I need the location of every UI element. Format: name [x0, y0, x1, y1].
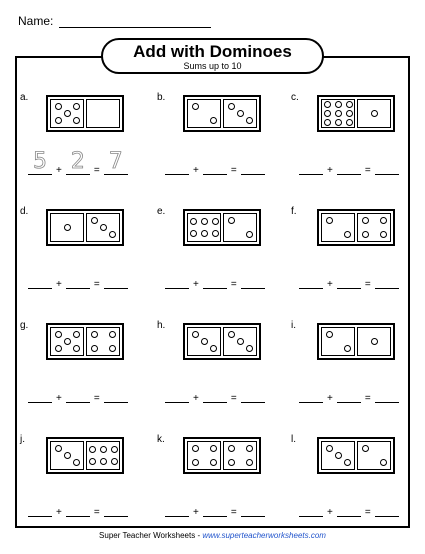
domino-pip	[335, 110, 342, 117]
plus-sign: +	[327, 279, 333, 290]
domino	[183, 437, 261, 474]
domino-pip	[380, 231, 387, 238]
equals-sign: =	[364, 279, 371, 290]
problem-letter: g.	[20, 320, 29, 331]
plus-sign: +	[56, 279, 62, 290]
domino-left-half	[50, 99, 84, 128]
equation	[299, 264, 399, 289]
addend-2-blank[interactable]	[203, 378, 227, 403]
equation	[299, 378, 399, 403]
domino-pip	[73, 345, 80, 352]
plus-sign: +	[193, 393, 199, 404]
domino-pip	[55, 345, 62, 352]
equals-sign: =	[230, 165, 237, 176]
domino-pip	[237, 338, 244, 345]
equals-sign: =	[230, 507, 237, 518]
domino-pip	[326, 217, 333, 224]
domino	[317, 323, 395, 360]
domino-pip	[192, 103, 199, 110]
domino-pip	[324, 119, 331, 126]
equals-sign: =	[230, 279, 237, 290]
addend-2-blank[interactable]	[337, 492, 361, 517]
domino	[46, 437, 124, 474]
problem-letter: k.	[157, 434, 165, 445]
domino-pip	[335, 452, 342, 459]
domino-pip	[190, 230, 197, 237]
domino-pip	[100, 224, 107, 231]
domino-pip	[91, 217, 98, 224]
addend-1-blank[interactable]	[28, 264, 52, 289]
equation	[299, 492, 399, 517]
addend-1-blank[interactable]	[165, 492, 189, 517]
problem-letter: e.	[157, 206, 166, 217]
addend-2-blank[interactable]	[66, 492, 90, 517]
addend-2-blank[interactable]	[337, 150, 361, 175]
addend-2-blank-traced-digit: 2	[70, 149, 85, 174]
domino-pip	[100, 458, 107, 465]
domino-pip	[344, 231, 351, 238]
problem-f	[291, 206, 421, 326]
domino-left-half	[50, 441, 84, 470]
domino-pip	[64, 110, 71, 117]
addend-2-blank[interactable]	[337, 378, 361, 403]
addend-2-blank[interactable]	[66, 378, 90, 403]
domino-right-half	[357, 213, 391, 242]
title-box	[101, 38, 324, 74]
page-title: Add with Dominoes	[133, 42, 292, 61]
domino-pip	[246, 459, 253, 466]
domino	[46, 323, 124, 360]
footer-url[interactable]: www.superteacherworksheets.com	[202, 531, 326, 540]
domino-pip	[73, 103, 80, 110]
equals-sign: =	[93, 507, 100, 518]
domino-left-half	[321, 99, 355, 128]
domino-pip	[335, 101, 342, 108]
addend-2-blank[interactable]	[337, 264, 361, 289]
domino-pip	[212, 230, 219, 237]
domino	[183, 209, 261, 246]
plus-sign: +	[327, 393, 333, 404]
equation	[165, 264, 265, 289]
addend-1-blank[interactable]	[299, 492, 323, 517]
equals-sign: =	[364, 165, 371, 176]
domino-pip	[246, 231, 253, 238]
domino-pip	[210, 117, 217, 124]
plus-sign: +	[327, 507, 333, 518]
problem-letter: h.	[157, 320, 166, 331]
domino-pip	[324, 101, 331, 108]
domino-left-half	[321, 327, 355, 356]
plus-sign: +	[193, 279, 199, 290]
domino-pip	[362, 217, 369, 224]
domino-pip	[212, 218, 219, 225]
domino-pip	[64, 338, 71, 345]
domino-pip	[326, 445, 333, 452]
domino-pip	[91, 331, 98, 338]
footer-text: Super Teacher Worksheets -	[99, 531, 203, 540]
equation	[28, 264, 128, 289]
addend-2-blank[interactable]	[203, 150, 227, 175]
equation	[165, 378, 265, 403]
addend-1-blank[interactable]	[299, 150, 323, 175]
domino-right-half	[86, 99, 120, 128]
name-line[interactable]	[59, 15, 211, 28]
domino	[46, 95, 124, 132]
domino-pip	[201, 218, 208, 225]
sum-blank[interactable]	[241, 150, 265, 175]
domino-right-half	[357, 441, 391, 470]
domino-pip	[344, 345, 351, 352]
equals-sign: =	[93, 393, 100, 404]
problem-b	[157, 92, 287, 212]
domino-left-half	[187, 327, 221, 356]
domino-pip	[335, 119, 342, 126]
domino-pip	[55, 103, 62, 110]
problem-letter: a.	[20, 92, 29, 103]
domino-right-half	[86, 327, 120, 356]
domino-pip	[371, 338, 378, 345]
domino-pip	[210, 445, 217, 452]
domino-left-half	[50, 327, 84, 356]
domino-pip	[228, 459, 235, 466]
domino-pip	[55, 117, 62, 124]
domino-pip	[346, 119, 353, 126]
problem-letter: c.	[291, 92, 299, 103]
problem-h	[157, 320, 287, 440]
domino-pip	[371, 110, 378, 117]
addend-2-blank[interactable]	[66, 150, 90, 175]
domino-pip	[73, 459, 80, 466]
problem-g	[20, 320, 150, 440]
domino	[317, 95, 395, 132]
domino-pip	[201, 338, 208, 345]
domino-left-half	[321, 441, 355, 470]
domino-pip	[91, 345, 98, 352]
equation	[165, 150, 265, 175]
addend-1-blank[interactable]	[299, 378, 323, 403]
addend-1-blank[interactable]	[28, 492, 52, 517]
equation	[165, 492, 265, 517]
domino-pip	[192, 459, 199, 466]
domino-right-half	[223, 327, 257, 356]
plus-sign: +	[56, 393, 62, 404]
domino-left-half	[50, 213, 84, 242]
domino-pip	[228, 217, 235, 224]
domino	[183, 323, 261, 360]
domino-pip	[246, 345, 253, 352]
plus-sign: +	[56, 507, 62, 518]
sum-blank[interactable]	[375, 150, 399, 175]
domino-pip	[109, 331, 116, 338]
sum-blank[interactable]	[375, 264, 399, 289]
domino-pip	[344, 459, 351, 466]
addend-1-blank[interactable]	[165, 264, 189, 289]
addend-1-blank-traced-digit: 5	[33, 149, 47, 174]
domino-right-half	[86, 441, 120, 470]
domino-pip	[346, 110, 353, 117]
domino	[317, 437, 395, 474]
domino-pip	[73, 117, 80, 124]
equals-sign: =	[93, 279, 100, 290]
domino-pip	[73, 331, 80, 338]
domino-pip	[246, 117, 253, 124]
domino-pip	[246, 445, 253, 452]
domino-pip	[55, 445, 62, 452]
domino-pip	[326, 331, 333, 338]
addend-1-blank[interactable]	[28, 150, 52, 175]
problem-e	[157, 206, 287, 326]
domino-left-half	[187, 99, 221, 128]
problem-letter: j.	[20, 434, 25, 445]
sum-blank[interactable]	[375, 378, 399, 403]
problem-letter: l.	[291, 434, 296, 445]
domino-pip	[109, 345, 116, 352]
sum-blank[interactable]	[104, 492, 128, 517]
problem-letter: b.	[157, 92, 166, 103]
sum-blank[interactable]	[104, 264, 128, 289]
domino-pip	[324, 110, 331, 117]
addend-1-blank[interactable]	[165, 378, 189, 403]
domino-pip	[380, 459, 387, 466]
domino-pip	[201, 230, 208, 237]
sum-blank[interactable]	[104, 150, 128, 175]
problem-d	[20, 206, 150, 326]
domino-right-half	[223, 99, 257, 128]
equals-sign: =	[364, 507, 371, 518]
equals-sign: =	[93, 165, 100, 176]
domino-right-half	[223, 441, 257, 470]
plus-sign: +	[327, 165, 333, 176]
domino-pip	[190, 218, 197, 225]
domino-pip	[64, 224, 71, 231]
domino-pip	[111, 446, 118, 453]
domino-pip	[228, 331, 235, 338]
domino-right-half	[86, 213, 120, 242]
domino-pip	[237, 110, 244, 117]
domino-pip	[210, 345, 217, 352]
sum-blank-traced-digit: 7	[108, 149, 123, 174]
domino-pip	[228, 103, 235, 110]
addend-2-blank[interactable]	[203, 264, 227, 289]
plus-sign: +	[56, 165, 62, 176]
domino-pip	[362, 445, 369, 452]
domino-pip	[228, 445, 235, 452]
name-row	[18, 14, 211, 28]
problem-c	[291, 92, 421, 212]
problem-letter: i.	[291, 320, 296, 331]
sum-blank[interactable]	[241, 378, 265, 403]
domino-pip	[100, 446, 107, 453]
domino-right-half	[357, 327, 391, 356]
domino	[317, 209, 395, 246]
domino-right-half	[223, 213, 257, 242]
problem-letter: f.	[291, 206, 297, 217]
sum-blank[interactable]	[241, 492, 265, 517]
page-subtitle: Sums up to 10	[183, 61, 242, 71]
equation	[28, 150, 128, 175]
domino-pip	[210, 459, 217, 466]
addend-1-blank[interactable]	[299, 264, 323, 289]
addend-1-blank[interactable]	[165, 150, 189, 175]
domino	[183, 95, 261, 132]
sum-blank[interactable]	[104, 378, 128, 403]
domino-pip	[89, 446, 96, 453]
footer	[0, 531, 425, 540]
problem-i	[291, 320, 421, 440]
domino-pip	[109, 231, 116, 238]
domino-right-half	[357, 99, 391, 128]
domino-pip	[346, 101, 353, 108]
name-label: Name:	[18, 14, 54, 28]
equals-sign: =	[230, 393, 237, 404]
domino-pip	[380, 217, 387, 224]
plus-sign: +	[193, 507, 199, 518]
domino	[46, 209, 124, 246]
domino-pip	[89, 458, 96, 465]
domino-left-half	[187, 441, 221, 470]
addend-2-blank[interactable]	[203, 492, 227, 517]
domino-pip	[192, 331, 199, 338]
equation	[28, 378, 128, 403]
domino-pip	[362, 231, 369, 238]
equation	[299, 150, 399, 175]
domino-left-half	[187, 213, 221, 242]
domino-pip	[55, 331, 62, 338]
equals-sign: =	[364, 393, 371, 404]
addend-2-blank[interactable]	[66, 264, 90, 289]
addend-1-blank[interactable]	[28, 378, 52, 403]
sum-blank[interactable]	[375, 492, 399, 517]
domino-left-half	[321, 213, 355, 242]
plus-sign: +	[193, 165, 199, 176]
problem-a	[20, 92, 150, 212]
sum-blank[interactable]	[241, 264, 265, 289]
domino-pip	[111, 458, 118, 465]
problem-letter: d.	[20, 206, 29, 217]
domino-pip	[64, 452, 71, 459]
equation	[28, 492, 128, 517]
domino-pip	[192, 445, 199, 452]
